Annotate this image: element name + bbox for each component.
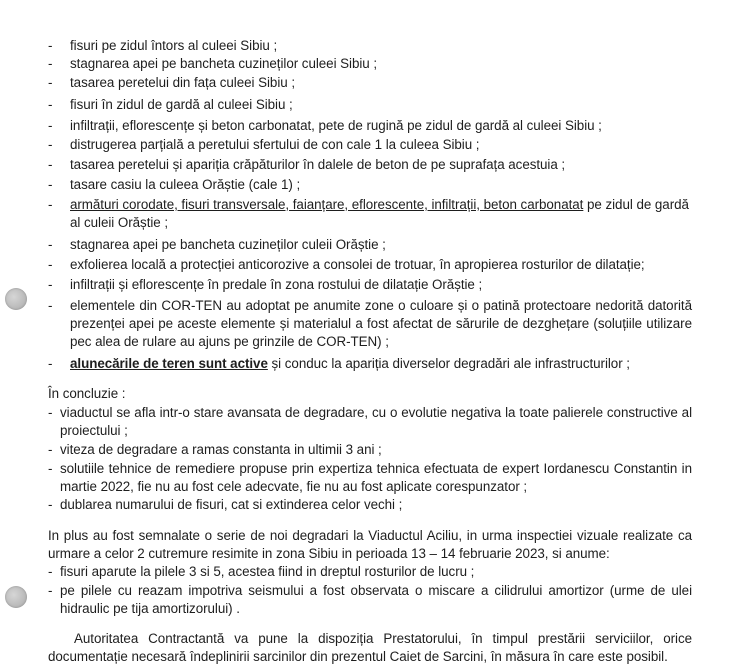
list-item: stagnarea apei pe bancheta cuzineților culeii Orăștie ;	[70, 237, 386, 252]
list-item-continuation: pec alea de rulare au ajuns pe grinzile de COR-TEN) ;	[70, 334, 389, 349]
list-item-continuation: al culeii Orăștie ;	[70, 215, 169, 230]
list-dash: -	[48, 497, 53, 512]
paragraph: Autoritatea Contractantă va pune la dispoziția Prestatorului, în timpul prestării serviciilor, orice	[74, 631, 692, 646]
list-dash: -	[48, 56, 53, 71]
list-item: distrugerea parțială a peretului sfertului de con cale 1 la culeea Sibiu ;	[70, 137, 480, 152]
list-dash: -	[48, 461, 53, 476]
paragraph: In plus au fost semnalate o serie de noi degradari la Viaductul Aciliu, in urma inspectiei vizuale realizate ca	[48, 528, 692, 543]
paragraph: urmare a celor 2 cutremure resimite in zona Sibiu in perioada 13 – 14 februarie 2023, si anume:	[48, 546, 610, 561]
list-dash: -	[48, 277, 53, 292]
list-dash: -	[48, 442, 53, 457]
list-item-rest: și conduc la apariția diverselor degradări ale infrastructurilor ;	[267, 356, 630, 371]
punch-hole-top	[5, 288, 27, 310]
list-dash: -	[48, 564, 53, 579]
list-item: elementele din COR-TEN au adoptat pe anumite zone o culoare și o patină protectoare nedorită datorită	[70, 298, 692, 313]
bold-phrase: alunecările de teren sunt active	[70, 356, 268, 371]
list-item-rest: pe zidul de gardă	[583, 197, 689, 212]
list-dash: -	[48, 356, 53, 371]
list-item: fisuri pe zidul întors al culeei Sibiu ;	[70, 38, 278, 53]
list-item	[70, 196, 689, 213]
list-item: tasarea peretelui din fața culeei Sibiu ;	[70, 75, 295, 90]
list-dash: -	[48, 583, 53, 598]
list-dash: -	[48, 157, 53, 172]
new-damage-item: fisuri aparute la pilele 3 si 5, acestea fiind in dreptul rosturilor de lucru ;	[60, 564, 475, 579]
conclusion-heading: În concluzie :	[48, 386, 126, 401]
list-dash: -	[48, 97, 53, 112]
list-dash: -	[48, 38, 53, 53]
list-dash: -	[48, 405, 53, 420]
list-item: infiltrații și eflorescențe în predale în zona rostului de dilatație Orăștie ;	[70, 277, 483, 292]
list-dash: -	[48, 237, 53, 252]
list-item: stagnarea apei pe bancheta cuzineților culeei Sibiu ;	[70, 56, 378, 71]
conclusion-item: solutiile tehnice de remediere propuse prin expertiza tehnica efectuata de expert Iordanescu Constantin in	[60, 461, 692, 476]
conclusion-item-continuation: proiectului ;	[60, 423, 128, 438]
list-item: exfolierea locală a protecției anticorozive a consolei de trotuar, în apropierea rosturilor de dilatație;	[70, 257, 645, 272]
conclusion-item-continuation: martie 2022, fie nu au fost cele adecvate, fie nu au fost aplicate corespunzator ;	[60, 479, 528, 494]
new-damage-item-continuation: hidraulic pe tija amortizorului) .	[60, 601, 240, 616]
list-dash: -	[48, 177, 53, 192]
list-dash: -	[48, 298, 53, 313]
list-item-continuation: prezenței apei pe aceste elemente și materialul a fost afectat de sărurile de dezghețare (soluțiile utilizare	[70, 316, 692, 331]
conclusion-item: viteza de degradare a ramas constanta in ultimii 3 ani ;	[60, 442, 382, 457]
paragraph: documentație necesară îndeplinirii sarcinilor din prezentul Caiet de Sarcini, în măsura în care este posibil.	[48, 649, 668, 664]
list-item: infiltrații, eflorescențe și beton carbonatat, pete de rugină pe zidul de gardă al culeei Sibiu ;	[70, 118, 602, 133]
list-dash: -	[48, 257, 53, 272]
conclusion-item: dublarea numarului de fisuri, cat si extinderea celor vechi ;	[60, 497, 403, 512]
punch-hole-bottom	[5, 586, 27, 608]
list-item: tasare casiu la culeea Orăștie (cale 1) ;	[70, 177, 301, 192]
new-damage-item: pe pilele cu reazam impotriva seismului a fost observata o miscare a cilidrului amortizor (urme de ulei	[60, 583, 692, 598]
list-dash: -	[48, 137, 53, 152]
list-item: fisuri în zidul de gardă al culeei Sibiu ;	[70, 97, 293, 112]
list-dash: -	[48, 197, 53, 212]
list-dash: -	[48, 75, 53, 90]
list-item	[70, 355, 630, 372]
list-dash: -	[48, 118, 53, 133]
conclusion-item: viaductul se afla intr-o stare avansata de degradare, cu o evolutie negativa la toate palierele constructive al	[60, 405, 692, 420]
underlined-phrase: armături corodate, fisuri transversale, faianțare, eflorescente, infiltrații, beton carbonatat	[70, 197, 584, 212]
list-item: tasarea peretelui și apariția crăpăturilor în dalele de beton de pe suprafața acestuia ;	[70, 157, 566, 172]
